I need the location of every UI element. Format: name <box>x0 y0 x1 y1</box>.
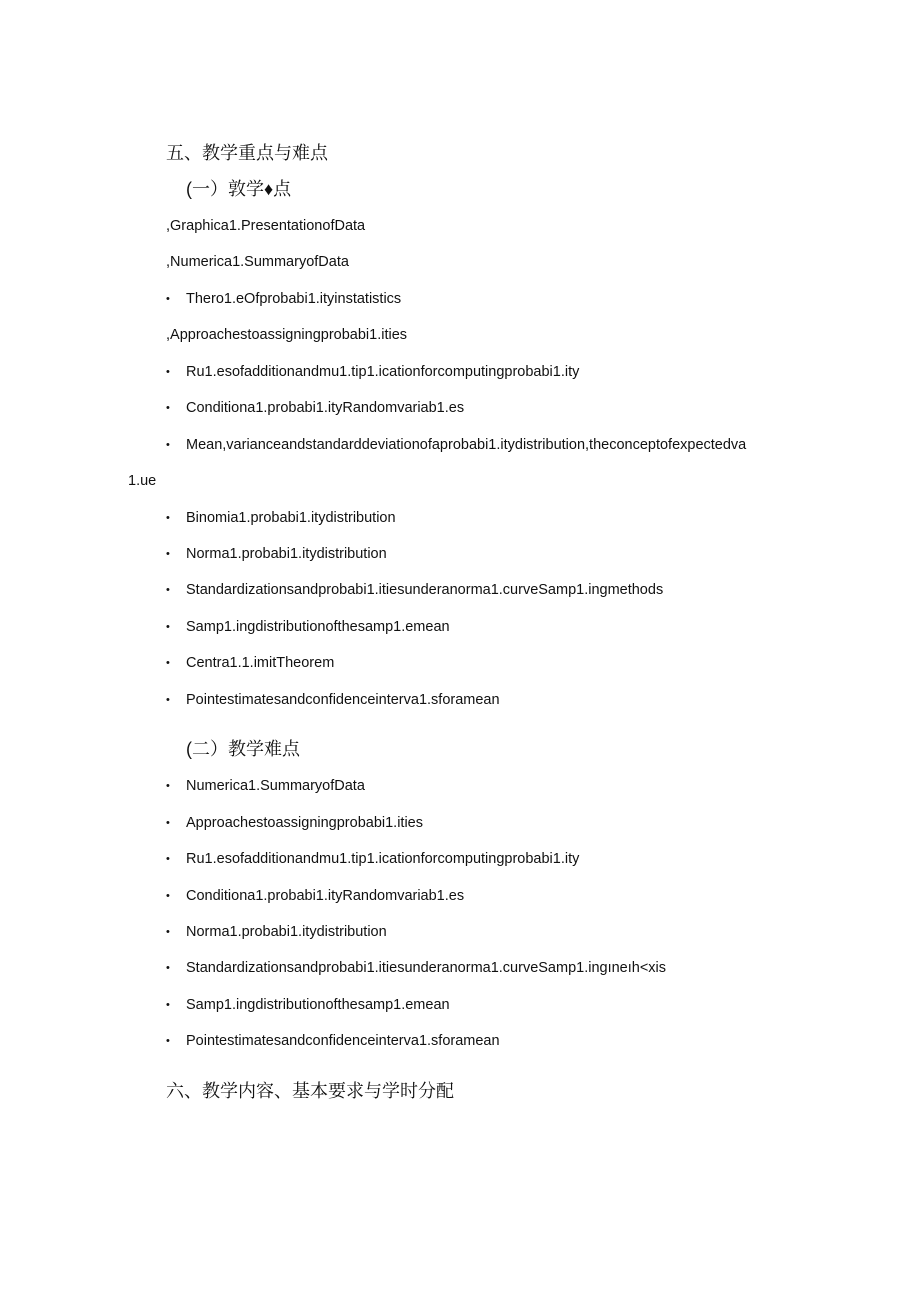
bullet-icon: • <box>166 621 170 633</box>
list-item-text: Approachestoassigningprobabi1.ities <box>170 327 408 343</box>
bullet-icon: • <box>166 657 170 669</box>
list-item-text: Conditiona1.probabi1.ityRandomvariab1.es <box>186 400 465 416</box>
subsection-heading-difficulties: (二）教学难点 <box>186 739 300 759</box>
list-item <box>166 289 401 309</box>
bullet-icon: • <box>166 512 170 524</box>
list-item-text: Samp1.ingdistributionofthesamp1.emean <box>186 997 450 1013</box>
bullet-icon: • <box>166 439 170 451</box>
list-item <box>166 580 663 600</box>
list-item-text: Conditiona1.probabi1.ityRandomvariab1.es <box>186 888 465 904</box>
list-item <box>166 435 746 455</box>
bullet-icon: • <box>166 293 170 305</box>
bullet-icon: • <box>166 890 170 902</box>
bullet-icon: • <box>166 780 170 792</box>
list-marker: , <box>166 327 171 343</box>
list-item-text: Numerica1.SummaryofData <box>186 778 365 794</box>
list-item-text: Centra1.1.imitTheorem <box>186 655 335 671</box>
list-item <box>166 958 666 978</box>
bullet-icon: • <box>166 366 170 378</box>
list-item-text: Norma1.probabi1.itydistribution <box>186 546 387 562</box>
list-item <box>166 216 365 236</box>
list-item <box>166 886 464 906</box>
list-item <box>166 398 464 418</box>
list-item <box>166 1031 500 1051</box>
bullet-icon: • <box>166 402 170 414</box>
list-item <box>166 617 450 637</box>
bullet-icon: • <box>166 999 170 1011</box>
list-marker: , <box>166 254 171 270</box>
list-item-text: Binomia1.probabi1.itydistribution <box>186 510 396 526</box>
list-item <box>166 849 579 869</box>
bullet-icon: • <box>166 853 170 865</box>
list-item <box>166 508 396 528</box>
bullet-icon: • <box>166 962 170 974</box>
bullet-icon: • <box>166 694 170 706</box>
list-item <box>166 922 387 942</box>
list-item-text: Ru1.esofadditionandmu1.tip1.icationforcomputingprobabi1.ity <box>186 364 580 380</box>
list-item-continuation: 1.ue <box>128 473 157 489</box>
list-item <box>166 813 423 833</box>
list-item-text: Samp1.ingdistributionofthesamp1.emean <box>186 619 450 635</box>
subsection-heading-key-points: (一）敦学♦点 <box>186 179 292 199</box>
list-item-text: Graphica1.PresentationofData <box>170 218 366 234</box>
list-item-text: Numerica1.SummaryofData <box>170 254 349 270</box>
list-item <box>166 252 349 272</box>
list-item-text: Standardizationsandprobabi1.itiesunderanorma1.curveSamp1.ingmethods <box>186 582 664 598</box>
list-item-text: Approachestoassigningprobabi1.ities <box>186 815 423 831</box>
list-item-text: Thero1.eOfprobabi1.ityinstatistics <box>186 291 402 307</box>
section-heading-6: 六、教学内容、基本要求与学时分配 <box>166 1081 454 1101</box>
list-item-text: Norma1.probabi1.itydistribution <box>186 924 387 940</box>
bullet-icon: • <box>166 1035 170 1047</box>
list-item-text: Ru1.esofadditionandmu1.tip1.icationforcomputingprobabi1.ity <box>186 851 580 867</box>
bullet-icon: • <box>166 584 170 596</box>
list-item <box>166 325 407 345</box>
list-item <box>166 995 450 1015</box>
list-item-text: Mean,varianceandstandarddeviationofaprobabi1.itydistribution,theconceptofexpectedva <box>186 437 747 453</box>
list-item-text: Standardizationsandprobabi1.itiesunderanorma1.curveSamp1.ingıneıh<xis <box>186 960 667 976</box>
list-item <box>166 653 334 673</box>
list-item <box>166 776 365 796</box>
list-item-text: Pointestimatesandconfidenceinterva1.sforamean <box>186 1033 500 1049</box>
list-item <box>166 362 579 382</box>
list-item <box>166 544 387 564</box>
list-item <box>166 690 500 710</box>
list-marker: , <box>166 218 171 234</box>
bullet-icon: • <box>166 548 170 560</box>
list-item-text: Pointestimatesandconfidenceinterva1.sforamean <box>186 692 500 708</box>
section-heading-5: 五、教学重点与难点 <box>166 143 328 163</box>
bullet-icon: • <box>166 817 170 829</box>
bullet-icon: • <box>166 926 170 938</box>
